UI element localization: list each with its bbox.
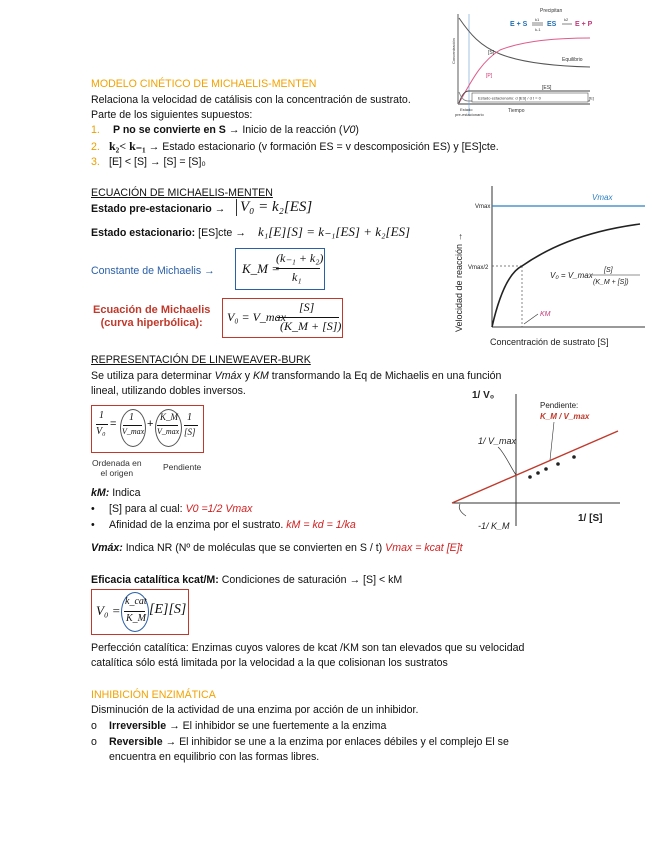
fig-xlabel: Tiempo — [508, 108, 525, 114]
fig-label-s: [S] — [488, 50, 495, 56]
mm-ylabel: Velocidad de reacción → — [454, 232, 464, 332]
lb-intro-line2: lineal, utilizando dobles inversos. — [91, 385, 246, 397]
km-denominator: k₁ — [292, 270, 302, 284]
mm-graph-eq-num: [S] — [604, 267, 613, 274]
vmax-line: Vmáx: Indica NR (Nº de moléculas que se convierten en S / t) Vmax = kcat [E]t — [91, 542, 463, 554]
fig-pre-1: Estado — [460, 107, 473, 112]
fig-eq-k-1: k-1 — [535, 27, 541, 32]
mm-hyperbola-chart — [450, 182, 645, 352]
inhibition-reversible: o Reversible → El inhibidor se une a la enzima por enlaces débiles y el complejo El se — [91, 736, 509, 748]
fig-label-e: [E] — [589, 95, 594, 101]
inhibition-reversible-cont: encuentra en equilibrio con las formas libres. — [109, 751, 320, 763]
perfection-line1: Perfección catalítica: Enzimas cuyos valores de kcat /KM son tan elevados que su velocidad — [91, 642, 525, 654]
fig-ylabel: Concentración — [451, 38, 456, 64]
model-assumptions: Parte de los siguientes supuestos: — [91, 109, 253, 121]
section-title-model: MODELO CINÉTICO DE MICHAELIS-MENTEN — [91, 78, 317, 90]
km-constant-label: Constante de Michaelis → — [91, 265, 215, 277]
mm-km-label: KM — [540, 311, 551, 318]
section-title-inhibition: INHIBICIÓN ENZIMÁTICA — [91, 689, 216, 701]
section-title-lb: REPRESENTACIÓN DE LINEWEAVER-BURK — [91, 354, 311, 366]
fig-eq-right: E + P — [575, 21, 593, 28]
mm-numerator: [S] — [299, 300, 315, 314]
km-lhs: K_M = — [242, 261, 281, 276]
mm-xlabel: Concentración de sustrato [S] — [490, 337, 609, 347]
mm-equation-label: Ecuación de Michaelis (curva hiperbólica): — [93, 304, 211, 329]
lb-pendiente: Pendiente: — [540, 401, 579, 410]
assumption-3: 3. [E] < [S] → [S] = [S]₀ — [91, 156, 206, 168]
km-numerator: (k₋₁ + k₂) — [276, 251, 324, 265]
mm-denominator: (K_M + [S]) — [280, 319, 342, 333]
pre-state-label: Estado pre-estacionario → — [91, 203, 226, 215]
lb-equation-box: 1 V₀ = 1 V_max + K_M V_max 1 [S] — [91, 405, 204, 453]
steady-state-label: Estado estacionario: [ES]cte → — [91, 227, 246, 239]
section-title-mm: ECUACIÓN DE MICHAELIS-MENTEN — [91, 187, 273, 199]
km-bullet-2: • Afinidad de la enzima por el sustrato. kM = kd = 1/ka — [91, 519, 356, 531]
mm-vmax-blue: Vmax — [592, 193, 613, 202]
mm-vmax2-label: Vmax/2 — [468, 265, 489, 271]
pre-state-equation: V₀ = k₂[ES] — [236, 199, 312, 216]
mm-lhs: V₀ = V_max — [227, 310, 286, 324]
fig-label-p: [P] — [486, 73, 493, 79]
assumption-number: 2. — [91, 141, 100, 153]
lb-yint: 1/ V_max — [478, 436, 517, 446]
fig-tag: Precipitan — [540, 8, 563, 14]
efficiency-equation-box: V₀ = k_cat K_M [E][S] — [91, 589, 189, 635]
inhibition-irreversible: o Irreversible → El inhibidor se une fuertemente a la enzima — [91, 720, 387, 732]
ordinate-label: Ordenada en el origen — [92, 458, 142, 478]
perfection-line2: catalítica sólo está limitada por la velocidad a la que colisionan los sustratos — [91, 657, 448, 669]
slope-label: Pendiente — [163, 462, 202, 472]
lb-xint: -1/ K_M — [478, 521, 510, 531]
mm-graph-eq-lhs: V₀ = V_max — [550, 271, 593, 280]
mm-vmax-label: Vmax — [475, 204, 491, 210]
km-formula-box — [235, 248, 325, 290]
steady-state-equation: k₁[E][S] = k₋₁[ES] + k₂[ES] — [258, 224, 411, 239]
assumption-number: 3. — [91, 156, 100, 168]
mm-equation-box — [222, 298, 343, 338]
assumption-number: 1. — [91, 124, 100, 136]
km-title: kM: Indica — [91, 487, 141, 499]
fig-pre-2: pre-estacionario — [455, 112, 484, 117]
lb-xlabel: 1/ [S] — [578, 513, 603, 524]
lb-intro-line1: Se utiliza para determinar Vmáx y KM transformando la Eq de Michaelis en una función — [91, 370, 502, 382]
fig-eq-k1: k1 — [535, 17, 540, 22]
mm-graph-eq-den: (K_M + [S]) — [593, 279, 629, 286]
fig-eq-k2: k2 — [564, 17, 569, 22]
model-intro: Relaciona la velocidad de catálisis con la concentración de sustrato. — [91, 94, 411, 106]
fig-equilibrio: Equilibrio — [562, 57, 583, 63]
fig-label-es: [ES] — [542, 85, 552, 91]
fig-steady: Estado estacionario: d [ES] / d t = 0 — [478, 95, 541, 101]
efficiency-line: Eficacia catalítica kcat/M: Condiciones de saturación → [S] < kM — [91, 574, 403, 586]
km-bullet-1: • [S] para al cual: V0 =1/2 Vmax — [91, 503, 253, 515]
assumption-1: 1. P no se convierte en S → Inicio de la reacción (V0) — [91, 124, 359, 136]
lineweaver-burk-chart — [450, 386, 645, 546]
fig-eq-mid: ES — [547, 21, 557, 28]
assumption-2: 2. k₂< k₋₁ → Estado estacionario (v formación ES = v descomposición ES) y [ES]cte. — [91, 139, 499, 153]
kinetics-time-figure — [450, 4, 650, 122]
inhibition-intro: Disminución de la actividad de una enzima por acción de un inhibidor. — [91, 704, 419, 716]
fig-eq-left: E + S — [510, 21, 528, 28]
lb-pendiente-val: K_M / V_max — [540, 412, 590, 421]
lb-ylabel: 1/ V₀ — [472, 390, 495, 401]
